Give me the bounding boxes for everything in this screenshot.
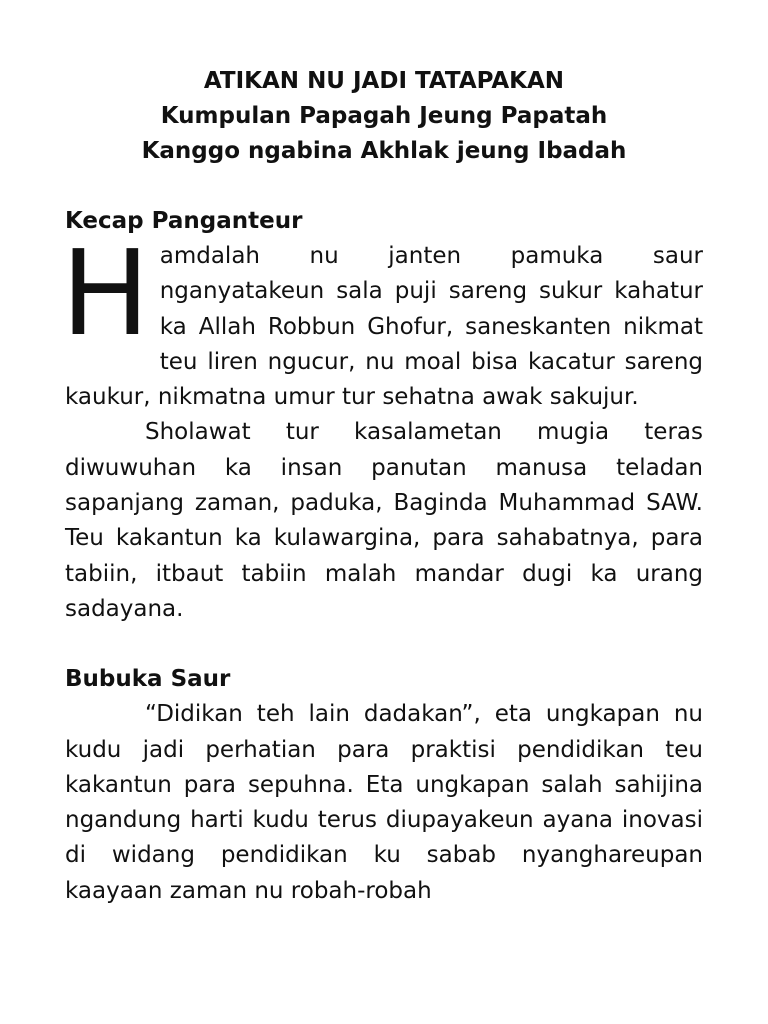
document-title <box>65 64 703 169</box>
paragraph-hamdalah <box>61 224 703 415</box>
paragraph-sholawat: Sholawat tur kasalametan mugia teras diwuwuhan ka insan panutan manusa teladan sapanjang zaman, paduka, Baginda Muhammad SAW. Teu kakantun ka kulawargina, para sahabatnya, para tabiin, itbaut tabiin malah mandar dugi ka urang sadayana. <box>65 419 703 622</box>
section-heading-bubuka-saur: Bubuka Saur <box>65 666 231 693</box>
document-page <box>61 64 703 909</box>
drop-cap-letter: H <box>61 224 150 362</box>
paragraph-didikan: “Didikan teh lain dadakan”, eta ungkapan nu kudu jadi perhatian para praktisi pendidikan teu kakantun para sepuhna. Eta ungkapan salah sahijina ngandung harti kudu terus diupayakeun ayana inovasi di widang pendidikan ku sabab nyanghareupan kaayaan zaman nu robah-robah <box>65 701 703 904</box>
section-heading-kecap-panganteur: Kecap Panganteur <box>65 208 303 234</box>
paragraph-hamdalah-text: amdalah nu janten pamuka saur nganyatakeun sala puji sareng sukur kahatur ka Allah Robbun Ghofur, saneskanten nikmat teu liren ngucur, nu moal bisa kacatur sareng kaukur, nikmatna umur tur sehatna awak sakujur. <box>65 243 703 411</box>
title-line-3: Kanggo ngabina Akhlak jeung Ibadah <box>141 138 627 164</box>
title-line-2: Kumpulan Papagah Jeung Papatah <box>160 103 608 129</box>
title-line-1: ATIKAN NU JADI TATAPAKAN <box>203 68 565 94</box>
